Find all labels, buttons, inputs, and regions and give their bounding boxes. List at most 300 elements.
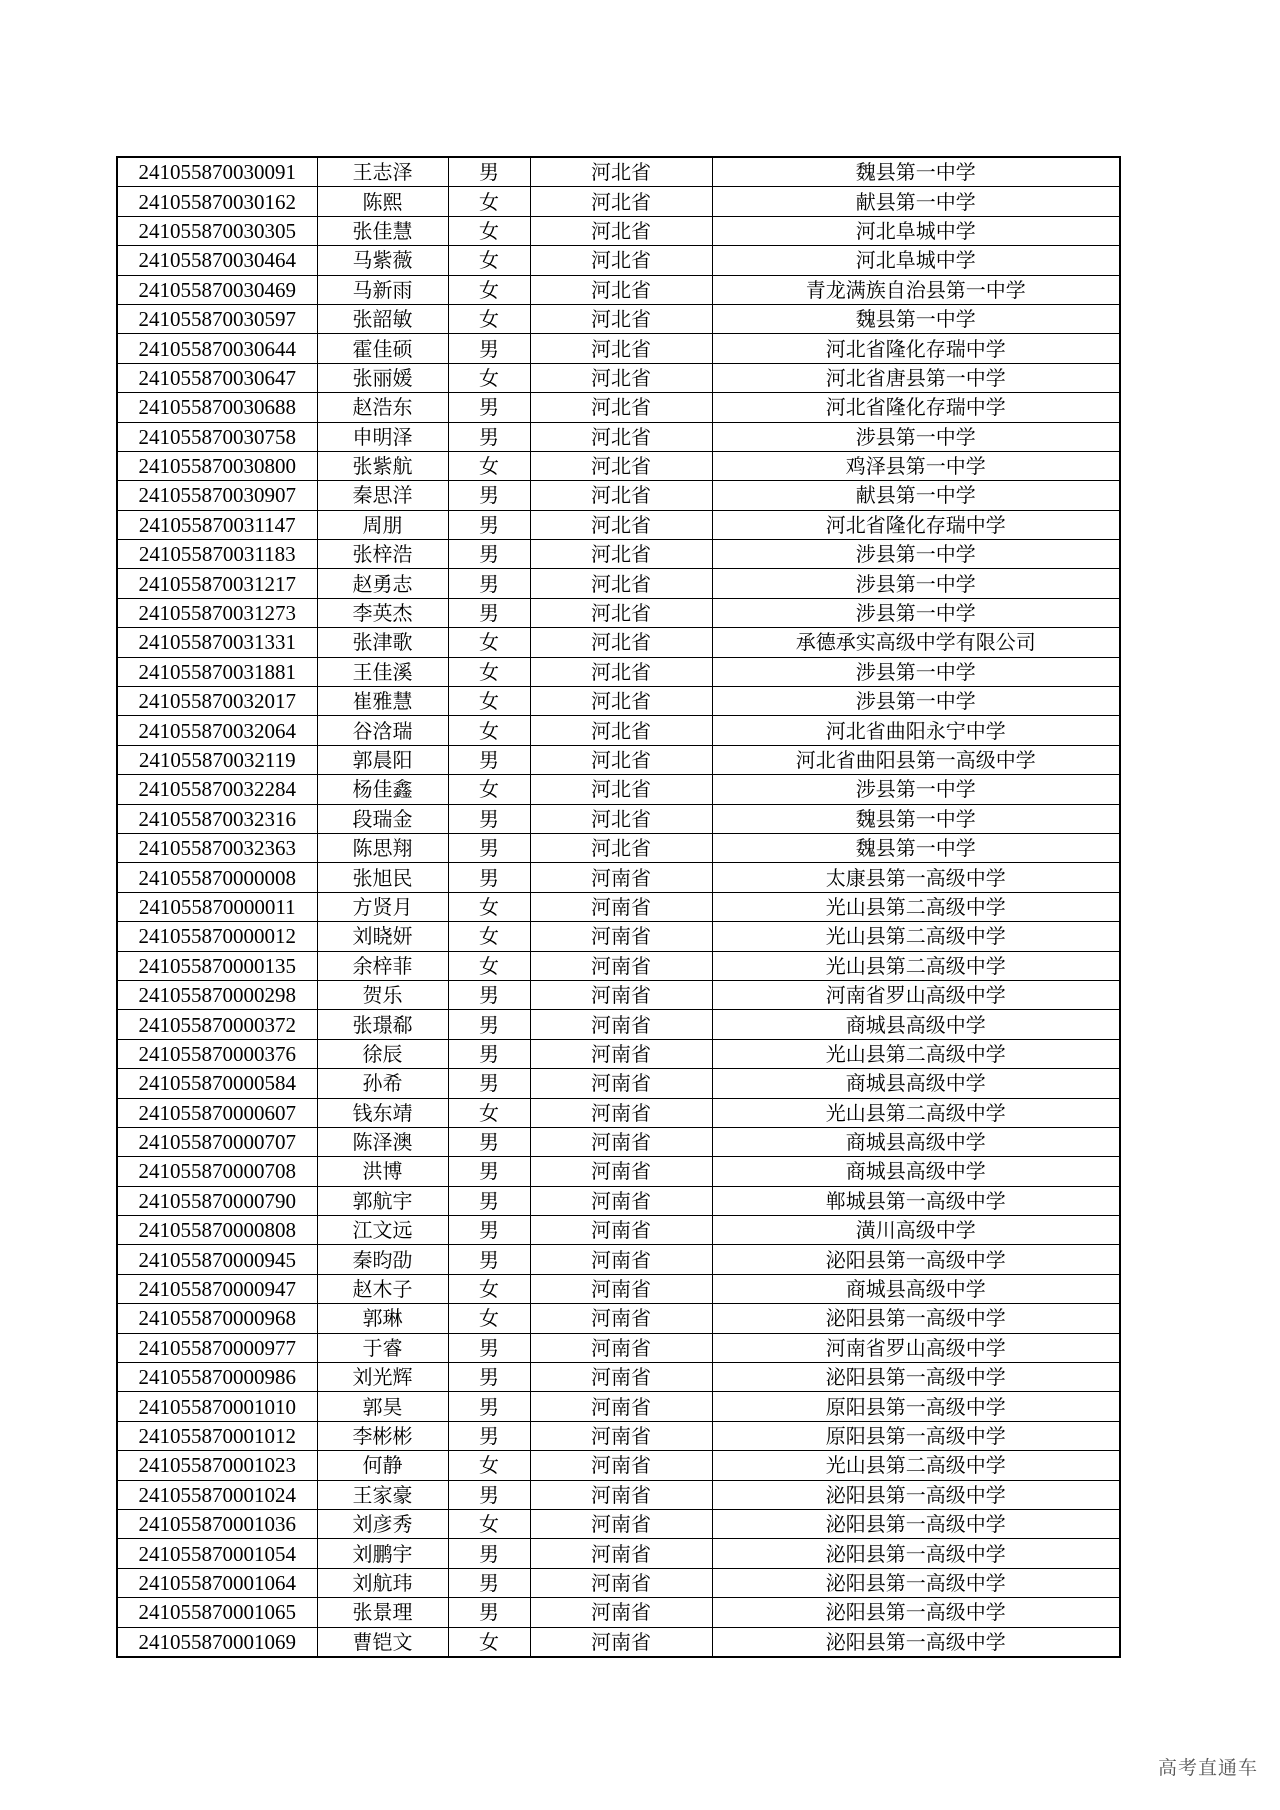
table-row [117, 1421, 1120, 1450]
cell-exam-id: 241055870000012 [117, 922, 317, 951]
cell-gender: 男 [448, 1539, 530, 1568]
cell-school: 商城县高级中学 [712, 1127, 1120, 1156]
cell-province: 河南省 [530, 1568, 712, 1597]
cell-name: 王佳溪 [317, 657, 448, 686]
cell-exam-id: 241055870031273 [117, 598, 317, 627]
cell-gender: 女 [448, 716, 530, 745]
cell-exam-id: 241055870001064 [117, 1568, 317, 1597]
cell-school: 涉县第一中学 [712, 657, 1120, 686]
table-row [117, 1186, 1120, 1215]
cell-name: 刘鹏宇 [317, 1539, 448, 1568]
cell-exam-id: 241055870030688 [117, 393, 317, 422]
table-row [117, 187, 1120, 216]
cell-school: 泌阳县第一高级中学 [712, 1627, 1120, 1657]
cell-school: 河北省隆化存瑞中学 [712, 334, 1120, 363]
table-row [117, 1627, 1120, 1657]
watermark-text: 高考直通车 [1157, 1757, 1258, 1779]
cell-name: 郭航宇 [317, 1186, 448, 1215]
cell-exam-id: 241055870000986 [117, 1363, 317, 1392]
cell-province: 河北省 [530, 540, 712, 569]
cell-school: 商城县高级中学 [712, 1069, 1120, 1098]
table-row [117, 451, 1120, 480]
cell-province: 河南省 [530, 1039, 712, 1068]
cell-gender: 男 [448, 157, 530, 187]
cell-exam-id: 241055870001069 [117, 1627, 317, 1657]
cell-school: 泌阳县第一高级中学 [712, 1304, 1120, 1333]
cell-gender: 男 [448, 481, 530, 510]
cell-exam-id: 241055870031147 [117, 510, 317, 539]
cell-name: 孙希 [317, 1069, 448, 1098]
cell-exam-id: 241055870001023 [117, 1451, 317, 1480]
cell-name: 方贤月 [317, 892, 448, 921]
cell-school: 河北省曲阳县第一高级中学 [712, 745, 1120, 774]
cell-school: 泌阳县第一高级中学 [712, 1539, 1120, 1568]
table-row [117, 1451, 1120, 1480]
cell-school: 光山县第二高级中学 [712, 1451, 1120, 1480]
cell-name: 何静 [317, 1451, 448, 1480]
cell-name: 张丽媛 [317, 363, 448, 392]
cell-exam-id: 241055870030305 [117, 216, 317, 245]
cell-name: 郭昊 [317, 1392, 448, 1421]
cell-exam-id: 241055870032017 [117, 687, 317, 716]
cell-province: 河北省 [530, 598, 712, 627]
cell-gender: 女 [448, 451, 530, 480]
cell-school: 原阳县第一高级中学 [712, 1392, 1120, 1421]
cell-province: 河南省 [530, 863, 712, 892]
cell-exam-id: 241055870000298 [117, 980, 317, 1009]
cell-exam-id: 241055870031217 [117, 569, 317, 598]
cell-school: 泌阳县第一高级中学 [712, 1245, 1120, 1274]
cell-province: 河北省 [530, 569, 712, 598]
table-row [117, 922, 1120, 951]
cell-gender: 男 [448, 1216, 530, 1245]
cell-school: 河北阜城中学 [712, 216, 1120, 245]
cell-province: 河北省 [530, 657, 712, 686]
cell-gender: 男 [448, 1421, 530, 1450]
cell-school: 太康县第一高级中学 [712, 863, 1120, 892]
cell-exam-id: 241055870032316 [117, 804, 317, 833]
cell-name: 刘光辉 [317, 1363, 448, 1392]
cell-exam-id: 241055870001054 [117, 1539, 317, 1568]
cell-name: 张韶敏 [317, 304, 448, 333]
cell-exam-id: 241055870001065 [117, 1598, 317, 1627]
cell-province: 河南省 [530, 1127, 712, 1156]
cell-province: 河北省 [530, 451, 712, 480]
cell-exam-id: 241055870001012 [117, 1421, 317, 1450]
cell-name: 张紫航 [317, 451, 448, 480]
cell-province: 河北省 [530, 716, 712, 745]
cell-province: 河北省 [530, 334, 712, 363]
cell-province: 河北省 [530, 804, 712, 833]
table-row [117, 1333, 1120, 1362]
cell-school: 涉县第一中学 [712, 598, 1120, 627]
cell-name: 余梓菲 [317, 951, 448, 980]
cell-gender: 女 [448, 892, 530, 921]
cell-name: 崔雅慧 [317, 687, 448, 716]
table-row [117, 1069, 1120, 1098]
table-row [117, 363, 1120, 392]
cell-exam-id: 241055870030469 [117, 275, 317, 304]
cell-province: 河北省 [530, 510, 712, 539]
cell-school: 潢川高级中学 [712, 1216, 1120, 1245]
cell-name: 刘航玮 [317, 1568, 448, 1597]
cell-province: 河南省 [530, 1451, 712, 1480]
table-row [117, 157, 1120, 187]
table-row [117, 1392, 1120, 1421]
table-row [117, 304, 1120, 333]
cell-exam-id: 241055870030597 [117, 304, 317, 333]
cell-name: 曹铠文 [317, 1627, 448, 1657]
cell-exam-id: 241055870000947 [117, 1274, 317, 1303]
cell-gender: 女 [448, 1627, 530, 1657]
cell-name: 贺乐 [317, 980, 448, 1009]
cell-province: 河北省 [530, 628, 712, 657]
cell-exam-id: 241055870000376 [117, 1039, 317, 1068]
cell-school: 涉县第一中学 [712, 569, 1120, 598]
cell-exam-id: 241055870000372 [117, 1010, 317, 1039]
table-row [117, 246, 1120, 275]
cell-gender: 女 [448, 1451, 530, 1480]
cell-school: 献县第一中学 [712, 187, 1120, 216]
table-row [117, 628, 1120, 657]
cell-province: 河南省 [530, 1216, 712, 1245]
cell-school: 魏县第一中学 [712, 833, 1120, 862]
cell-gender: 男 [448, 833, 530, 862]
cell-gender: 男 [448, 1127, 530, 1156]
cell-gender: 男 [448, 1245, 530, 1274]
cell-province: 河南省 [530, 1539, 712, 1568]
cell-province: 河北省 [530, 422, 712, 451]
table-row [117, 598, 1120, 627]
cell-gender: 男 [448, 598, 530, 627]
cell-exam-id: 241055870001024 [117, 1480, 317, 1509]
cell-province: 河北省 [530, 833, 712, 862]
cell-school: 光山县第二高级中学 [712, 892, 1120, 921]
table-row [117, 980, 1120, 1009]
cell-gender: 女 [448, 275, 530, 304]
cell-school: 河北省唐县第一中学 [712, 363, 1120, 392]
cell-gender: 男 [448, 334, 530, 363]
cell-gender: 女 [448, 628, 530, 657]
table-row [117, 775, 1120, 804]
table-row [117, 657, 1120, 686]
cell-name: 赵木子 [317, 1274, 448, 1303]
table-row [117, 833, 1120, 862]
cell-exam-id: 241055870000135 [117, 951, 317, 980]
cell-gender: 女 [448, 922, 530, 951]
table-row [117, 951, 1120, 980]
cell-name: 马新雨 [317, 275, 448, 304]
table-row [117, 863, 1120, 892]
cell-gender: 男 [448, 393, 530, 422]
cell-exam-id: 241055870030644 [117, 334, 317, 363]
table-row [117, 1363, 1120, 1392]
cell-exam-id: 241055870000790 [117, 1186, 317, 1215]
cell-name: 王家豪 [317, 1480, 448, 1509]
cell-gender: 女 [448, 363, 530, 392]
cell-gender: 男 [448, 804, 530, 833]
cell-name: 谷浛瑞 [317, 716, 448, 745]
cell-exam-id: 241055870030162 [117, 187, 317, 216]
cell-school: 河北省隆化存瑞中学 [712, 510, 1120, 539]
cell-province: 河北省 [530, 187, 712, 216]
cell-school: 光山县第二高级中学 [712, 951, 1120, 980]
cell-gender: 男 [448, 1568, 530, 1597]
cell-exam-id: 241055870031331 [117, 628, 317, 657]
table-row [117, 1157, 1120, 1186]
table-row [117, 1245, 1120, 1274]
cell-name: 陈思翔 [317, 833, 448, 862]
cell-gender: 女 [448, 1509, 530, 1538]
roster-table [116, 156, 1121, 1658]
table-row [117, 1598, 1120, 1627]
cell-school: 河南省罗山高级中学 [712, 980, 1120, 1009]
cell-school: 泌阳县第一高级中学 [712, 1598, 1120, 1627]
cell-exam-id: 241055870000708 [117, 1157, 317, 1186]
cell-province: 河北省 [530, 157, 712, 187]
cell-gender: 男 [448, 745, 530, 774]
cell-province: 河南省 [530, 1627, 712, 1657]
cell-name: 郭琳 [317, 1304, 448, 1333]
cell-name: 张津歌 [317, 628, 448, 657]
cell-exam-id: 241055870000607 [117, 1098, 317, 1127]
cell-name: 秦昀劭 [317, 1245, 448, 1274]
cell-province: 河南省 [530, 1333, 712, 1362]
cell-exam-id: 241055870032363 [117, 833, 317, 862]
cell-province: 河南省 [530, 1186, 712, 1215]
cell-school: 郸城县第一高级中学 [712, 1186, 1120, 1215]
cell-exam-id: 241055870030091 [117, 157, 317, 187]
table-row [117, 481, 1120, 510]
cell-school: 泌阳县第一高级中学 [712, 1509, 1120, 1538]
cell-school: 献县第一中学 [712, 481, 1120, 510]
cell-name: 段瑞金 [317, 804, 448, 833]
cell-name: 郭晨阳 [317, 745, 448, 774]
cell-exam-id: 241055870031881 [117, 657, 317, 686]
cell-name: 秦思洋 [317, 481, 448, 510]
cell-gender: 男 [448, 1598, 530, 1627]
cell-school: 光山县第二高级中学 [712, 922, 1120, 951]
cell-gender: 女 [448, 246, 530, 275]
cell-gender: 男 [448, 980, 530, 1009]
cell-name: 赵勇志 [317, 569, 448, 598]
cell-exam-id: 241055870000968 [117, 1304, 317, 1333]
cell-school: 河北阜城中学 [712, 246, 1120, 275]
cell-name: 申明泽 [317, 422, 448, 451]
cell-gender: 女 [448, 1304, 530, 1333]
cell-province: 河北省 [530, 481, 712, 510]
cell-province: 河南省 [530, 1157, 712, 1186]
cell-name: 杨佳鑫 [317, 775, 448, 804]
cell-province: 河北省 [530, 775, 712, 804]
cell-province: 河南省 [530, 1274, 712, 1303]
cell-name: 张璟郗 [317, 1010, 448, 1039]
cell-school: 河北省曲阳永宁中学 [712, 716, 1120, 745]
cell-name: 江文远 [317, 1216, 448, 1245]
cell-gender: 男 [448, 1039, 530, 1068]
cell-province: 河南省 [530, 1421, 712, 1450]
cell-school: 商城县高级中学 [712, 1157, 1120, 1186]
cell-name: 张旭民 [317, 863, 448, 892]
cell-exam-id: 241055870030907 [117, 481, 317, 510]
table-row [117, 1480, 1120, 1509]
cell-school: 光山县第二高级中学 [712, 1098, 1120, 1127]
cell-gender: 男 [448, 1186, 530, 1215]
cell-school: 原阳县第一高级中学 [712, 1421, 1120, 1450]
table-row [117, 1568, 1120, 1597]
table-row [117, 510, 1120, 539]
cell-province: 河南省 [530, 1598, 712, 1627]
cell-name: 马紫薇 [317, 246, 448, 275]
cell-exam-id: 241055870001036 [117, 1509, 317, 1538]
cell-school: 魏县第一中学 [712, 157, 1120, 187]
cell-gender: 男 [448, 510, 530, 539]
cell-gender: 男 [448, 1363, 530, 1392]
cell-name: 刘彦秀 [317, 1509, 448, 1538]
table-row [117, 804, 1120, 833]
cell-name: 陈泽澳 [317, 1127, 448, 1156]
table-row [117, 569, 1120, 598]
cell-province: 河北省 [530, 275, 712, 304]
roster-body [117, 157, 1120, 1657]
cell-school: 商城县高级中学 [712, 1010, 1120, 1039]
cell-exam-id: 241055870030464 [117, 246, 317, 275]
cell-gender: 男 [448, 1010, 530, 1039]
table-row [117, 275, 1120, 304]
cell-name: 张佳慧 [317, 216, 448, 245]
cell-name: 李英杰 [317, 598, 448, 627]
cell-school: 河北省隆化存瑞中学 [712, 393, 1120, 422]
cell-gender: 女 [448, 216, 530, 245]
cell-name: 赵浩东 [317, 393, 448, 422]
table-row [117, 687, 1120, 716]
table-row [117, 1509, 1120, 1538]
cell-province: 河南省 [530, 1304, 712, 1333]
cell-province: 河南省 [530, 892, 712, 921]
table-row [117, 1304, 1120, 1333]
cell-gender: 男 [448, 1480, 530, 1509]
cell-exam-id: 241055870000945 [117, 1245, 317, 1274]
cell-gender: 女 [448, 775, 530, 804]
cell-gender: 女 [448, 1098, 530, 1127]
cell-gender: 女 [448, 304, 530, 333]
cell-name: 王志泽 [317, 157, 448, 187]
cell-gender: 女 [448, 1274, 530, 1303]
table-row [117, 1098, 1120, 1127]
table-row [117, 422, 1120, 451]
table-row [117, 892, 1120, 921]
cell-exam-id: 241055870000011 [117, 892, 317, 921]
cell-province: 河南省 [530, 1480, 712, 1509]
table-row [117, 1039, 1120, 1068]
cell-school: 魏县第一中学 [712, 804, 1120, 833]
cell-name: 霍佳硕 [317, 334, 448, 363]
cell-gender: 女 [448, 187, 530, 216]
cell-school: 青龙满族自治县第一中学 [712, 275, 1120, 304]
cell-exam-id: 241055870000808 [117, 1216, 317, 1245]
table-row [117, 1010, 1120, 1039]
cell-gender: 男 [448, 863, 530, 892]
cell-province: 河南省 [530, 922, 712, 951]
cell-province: 河北省 [530, 687, 712, 716]
cell-exam-id: 241055870030800 [117, 451, 317, 480]
cell-school: 涉县第一中学 [712, 687, 1120, 716]
cell-exam-id: 241055870000707 [117, 1127, 317, 1156]
cell-province: 河南省 [530, 1363, 712, 1392]
table-row [117, 393, 1120, 422]
cell-gender: 男 [448, 1157, 530, 1186]
cell-exam-id: 241055870032064 [117, 716, 317, 745]
cell-gender: 男 [448, 1069, 530, 1098]
cell-province: 河北省 [530, 216, 712, 245]
cell-province: 河南省 [530, 1392, 712, 1421]
cell-exam-id: 241055870000008 [117, 863, 317, 892]
cell-name: 张景理 [317, 1598, 448, 1627]
cell-gender: 女 [448, 951, 530, 980]
cell-exam-id: 241055870000584 [117, 1069, 317, 1098]
cell-name: 刘晓妍 [317, 922, 448, 951]
cell-gender: 男 [448, 540, 530, 569]
cell-province: 河北省 [530, 304, 712, 333]
cell-province: 河北省 [530, 745, 712, 774]
table-row [117, 1127, 1120, 1156]
cell-exam-id: 241055870001010 [117, 1392, 317, 1421]
table-row [117, 1274, 1120, 1303]
cell-gender: 男 [448, 422, 530, 451]
cell-school: 光山县第二高级中学 [712, 1039, 1120, 1068]
cell-gender: 女 [448, 657, 530, 686]
cell-province: 河南省 [530, 1245, 712, 1274]
table-row [117, 1539, 1120, 1568]
cell-school: 涉县第一中学 [712, 775, 1120, 804]
cell-name: 徐辰 [317, 1039, 448, 1068]
cell-name: 陈熙 [317, 187, 448, 216]
table-row [117, 540, 1120, 569]
cell-name: 李彬彬 [317, 1421, 448, 1450]
cell-school: 涉县第一中学 [712, 540, 1120, 569]
cell-gender: 男 [448, 1333, 530, 1362]
cell-province: 河南省 [530, 980, 712, 1009]
cell-school: 河南省罗山高级中学 [712, 1333, 1120, 1362]
cell-school: 承德承实高级中学有限公司 [712, 628, 1120, 657]
table-row [117, 334, 1120, 363]
cell-exam-id: 241055870030758 [117, 422, 317, 451]
cell-school: 商城县高级中学 [712, 1274, 1120, 1303]
cell-province: 河北省 [530, 363, 712, 392]
cell-gender: 男 [448, 569, 530, 598]
cell-province: 河南省 [530, 1069, 712, 1098]
cell-exam-id: 241055870032119 [117, 745, 317, 774]
cell-school: 鸡泽县第一中学 [712, 451, 1120, 480]
cell-gender: 男 [448, 1392, 530, 1421]
cell-name: 张梓浩 [317, 540, 448, 569]
cell-province: 河南省 [530, 951, 712, 980]
cell-name: 周朋 [317, 510, 448, 539]
cell-province: 河南省 [530, 1098, 712, 1127]
cell-name: 于睿 [317, 1333, 448, 1362]
cell-school: 泌阳县第一高级中学 [712, 1480, 1120, 1509]
table-row [117, 745, 1120, 774]
table-row [117, 716, 1120, 745]
table-row [117, 1216, 1120, 1245]
cell-province: 河南省 [530, 1509, 712, 1538]
cell-school: 泌阳县第一高级中学 [712, 1568, 1120, 1597]
cell-province: 河北省 [530, 393, 712, 422]
cell-school: 涉县第一中学 [712, 422, 1120, 451]
cell-exam-id: 241055870000977 [117, 1333, 317, 1362]
cell-exam-id: 241055870030647 [117, 363, 317, 392]
cell-name: 洪博 [317, 1157, 448, 1186]
